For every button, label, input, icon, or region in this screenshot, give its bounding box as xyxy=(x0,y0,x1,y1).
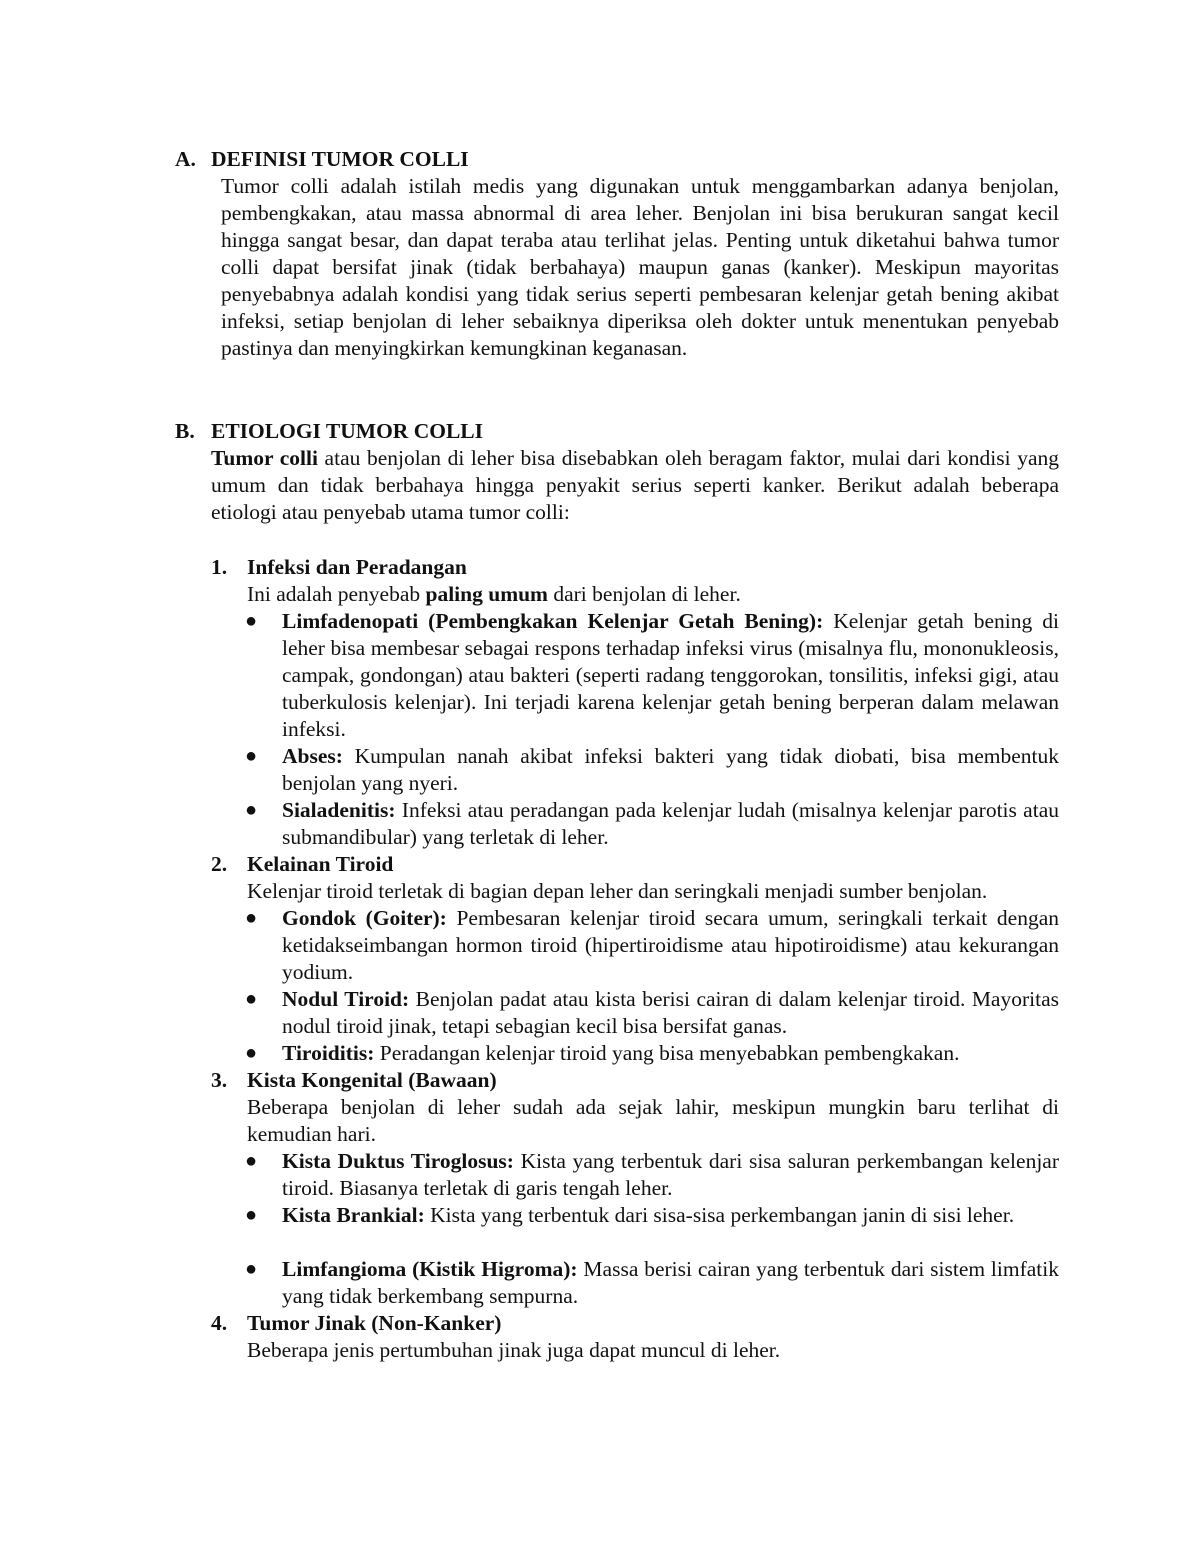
bullet-description: Kista yang terbentuk dari sisa saluran perkembangan kelenjar tiroid. Biasanya terletak di garis tengah leher. xyxy=(282,1149,1059,1200)
bullet-item xyxy=(241,905,1059,986)
bullet-text xyxy=(282,608,1059,743)
bullet-text xyxy=(282,1202,1059,1229)
bullet-dot-icon: ● xyxy=(245,799,258,821)
bullet-term: Limfadenopati (Pembengkakan Kelenjar Getah Bening): xyxy=(282,609,824,633)
list-item-number: 4. xyxy=(211,1311,228,1335)
bullet-description: Kumpulan nanah akibat infeksi bakteri yang tidak diobati, bisa membentuk benjolan yang nyeri. xyxy=(282,744,1059,795)
section-a-heading xyxy=(175,146,469,173)
section-a-letter: A. xyxy=(175,147,196,171)
intro-text: dari benjolan di leher. xyxy=(547,582,741,606)
bullet-description: Massa berisi cairan yang terbentuk dari sistem limfatik yang tidak berkembang sempurna. xyxy=(282,1257,1060,1308)
bullet-term: Gondok (Goiter): xyxy=(282,906,447,930)
bullet-item xyxy=(241,743,1059,797)
list-item-title: Kelainan Tiroid xyxy=(247,852,394,876)
bullet-text xyxy=(282,986,1059,1040)
bullet-term: Sialadenitis: xyxy=(282,798,396,822)
bullet-item xyxy=(241,1202,1059,1229)
bullet-item xyxy=(241,986,1059,1040)
bullet-term: Kista Duktus Tiroglosus: xyxy=(282,1149,514,1173)
bullet-dot-icon: ● xyxy=(245,610,258,632)
section-b-heading xyxy=(175,418,483,445)
section-b-letter: B. xyxy=(175,419,195,443)
bullet-dot-icon: ● xyxy=(245,1258,258,1280)
section-b-intro-text: atau benjolan di leher bisa disebabkan oleh beragam faktor, mulai dari kondisi yang umum dan tidak berbahaya hingga penyakit serius seperti kanker. Berikut adalah beberapa etiologi atau penyebab utama tumor colli: xyxy=(211,446,1059,524)
bullet-text xyxy=(282,1148,1059,1202)
section-b-paragraph xyxy=(211,445,1059,526)
section-b-intro-bold: Tumor colli xyxy=(211,446,318,470)
bullet-term: Limfangioma (Kistik Higroma): xyxy=(282,1257,578,1281)
bullet-dot-icon: ● xyxy=(245,988,258,1010)
bullet-item xyxy=(241,608,1059,743)
bullet-term: Kista Brankial: xyxy=(282,1203,425,1227)
bullet-dot-icon: ● xyxy=(245,1150,258,1172)
section-b-title: ETIOLOGI TUMOR COLLI xyxy=(211,419,483,443)
list-item-title: Tumor Jinak (Non-Kanker) xyxy=(247,1311,502,1335)
bullet-description: Kelenjar getah bening di leher bisa membesar sebagai respons terhadap infeksi virus (misalnya flu, mononukleosis, campak, gondongan) atau bakteri (seperti radang tenggorokan, tonsilitis, infeksi gigi, atau tuberkulosis kelenjar). Ini terjadi karena kelenjar getah bening berperan dalam melawan infeksi. xyxy=(282,609,1059,741)
bullet-dot-icon: ● xyxy=(245,745,258,767)
bullet-dot-icon: ● xyxy=(245,907,258,929)
list-item-3-intro: Beberapa benjolan di leher sudah ada sejak lahir, meskipun mungkin baru terlihat di kemudian hari. xyxy=(247,1095,1059,1146)
intro-text: Ini adalah penyebab xyxy=(247,582,426,606)
list-item-title: Infeksi dan Peradangan xyxy=(247,555,467,579)
bullet-description: Kista yang terbentuk dari sisa-sisa perkembangan janin di sisi leher. xyxy=(424,1203,1015,1227)
list-item-2-intro: Kelenjar tiroid terletak di bagian depan leher dan seringkali menjadi sumber benjolan. xyxy=(247,879,988,903)
list-item-title: Kista Kongenital (Bawaan) xyxy=(247,1068,497,1092)
list-item-number: 2. xyxy=(211,852,228,876)
bullet-text xyxy=(282,1256,1059,1310)
bullet-dot-icon: ● xyxy=(245,1204,258,1226)
bullet-text xyxy=(282,797,1059,851)
bullet-term: Tiroiditis: xyxy=(282,1041,375,1065)
bullet-description: Benjolan padat atau kista berisi cairan di dalam kelenjar tiroid. Mayoritas nodul tiroid jinak, tetapi sebagian kecil bisa bersifat ganas. xyxy=(282,987,1059,1038)
bullet-description: Infeksi atau peradangan pada kelenjar ludah (misalnya kelenjar parotis atau submandibular) yang terletak di leher. xyxy=(282,798,1059,849)
section-a-paragraph: Tumor colli adalah istilah medis yang digunakan untuk menggambarkan adanya benjolan, pembengkakan, atau massa abnormal di area leher. Benjolan ini bisa berukuran sangat kecil hingga sangat besar, dan dapat teraba atau terlihat jelas. Penting untuk diketahui bahwa tumor colli dapat bersifat jinak (tidak berbahaya) maupun ganas (kanker). Meskipun mayoritas penyebabnya adalah kondisi yang tidak serius seperti pembesaran kelenjar getah bening akibat infeksi, setiap benjolan di leher sebaiknya diperiksa oleh dokter untuk menentukan penyebab pastinya dan menyingkirkan kemungkinan keganasan. xyxy=(221,174,1059,360)
list-item-4-intro: Beberapa jenis pertumbuhan jinak juga dapat muncul di leher. xyxy=(247,1338,781,1362)
bullet-description: Peradangan kelenjar tiroid yang bisa menyebabkan pembengkakan. xyxy=(374,1041,960,1065)
bullet-term: Nodul Tiroid: xyxy=(282,987,410,1011)
bullet-dot-icon: ● xyxy=(245,1042,258,1064)
bullet-description: Pembesaran kelenjar tiroid secara umum, seringkali terkait dengan ketidakseimbangan hormon tiroid (hipertiroidisme atau hipotiroidisme) atau kekurangan yodium. xyxy=(282,906,1059,984)
bullet-item xyxy=(241,1256,1059,1310)
section-a-title: DEFINISI TUMOR COLLI xyxy=(211,147,469,171)
bullet-text xyxy=(282,1040,1059,1067)
bullet-term: Abses: xyxy=(282,744,343,768)
bullet-text xyxy=(282,743,1059,797)
list-item-1-intro xyxy=(247,581,1059,608)
bullet-item xyxy=(241,1040,1059,1067)
bullet-item xyxy=(241,797,1059,851)
intro-bold: paling umum xyxy=(425,582,548,606)
bullet-text xyxy=(282,905,1059,986)
bullet-item xyxy=(241,1148,1059,1202)
list-item-number: 1. xyxy=(211,555,228,579)
list-item-number: 3. xyxy=(211,1068,228,1092)
